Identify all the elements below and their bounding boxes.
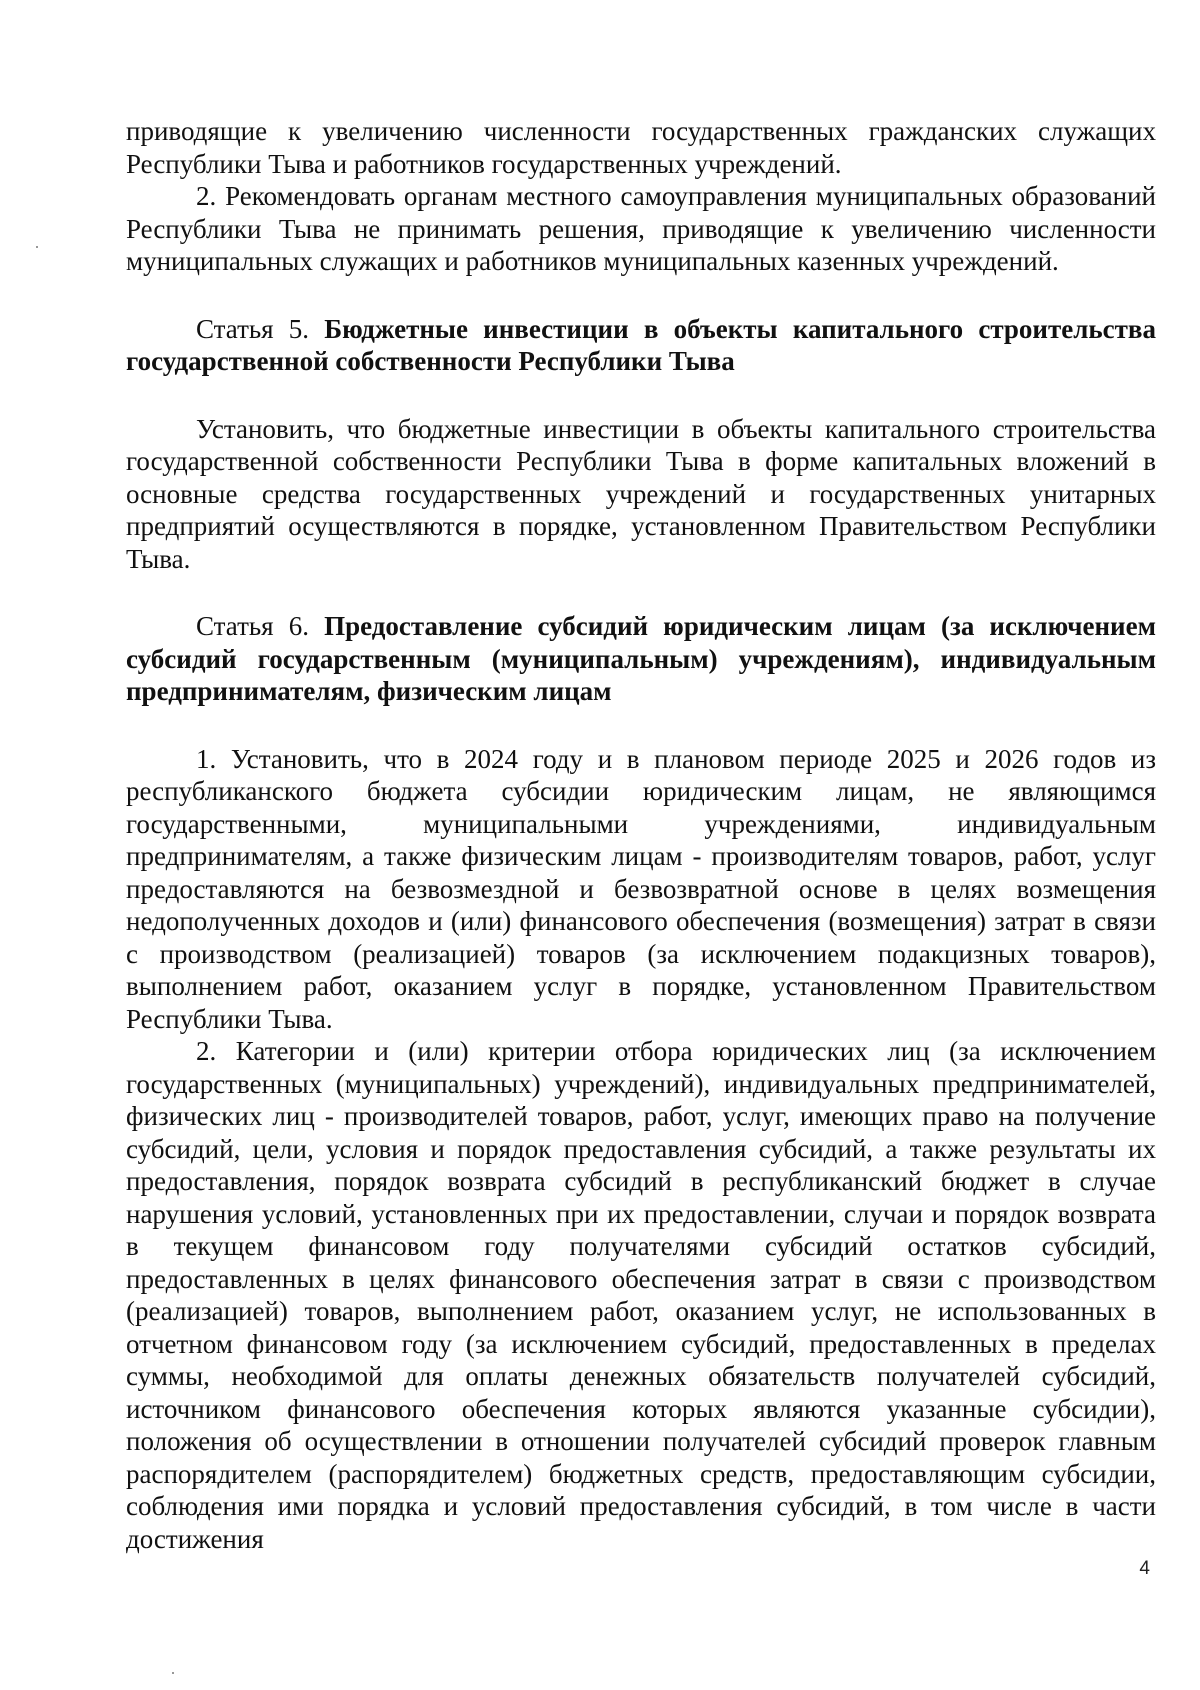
article-5-heading	[126, 313, 1156, 378]
article-6-title: Предоставление субсидий юридическим лицам (за исключением субсидий государственным (муниципальным) учреждениям), индивидуальным предпринимателям, физическим лицам	[126, 611, 1156, 706]
article-6-heading	[126, 610, 1156, 708]
article-6-item-2: 2. Категории и (или) критерии отбора юридических лиц (за исключением государственных (муниципальных) учреждений), индивидуальных предпринимателей, физических лиц - производителей товаров, работ, услуг, имеющих право на получение субсидий, цели, условия и порядок предоставления субсидий, а также результаты их предоставления, порядок возврата субсидий в республиканский бюджет в случае нарушения условий, установленных при их предоставлении, случаи и порядок возврата в текущем финансовом году получателями субсидий остатков субсидий, предоставленных в целях финансового обеспечения затрат в связи с производством (реализацией) товаров, выполнением работ, оказанием услуг, не использованных в отчетном финансовом году (за исключением субсидий, предоставленных в пределах суммы, необходимой для оплаты денежных обязательств получателей субсидий, источником финансового обеспечения которых являются указанные субсидии), положения об осуществлении в отношении получателей субсидий проверок главным распорядителем (распорядителем) бюджетных средств, предоставляющим субсидии, соблюдения ими порядка и условий предоставления субсидий, в том числе в части достижения	[126, 1036, 1156, 1554]
document-body	[126, 115, 1156, 1555]
article-6-item-1: 1. Установить, что в 2024 году и в плановом периоде 2025 и 2026 годов из республиканского бюджета субсидии юридическим лицам, не являющимся государственными, муниципальными учреждениями, индивидуальным предпринимателям, а также физическим лицам - производителям товаров, работ, услуг предоставляются на безвозмездной и безвозвратной основе в целях возмещения недополученных доходов и (или) финансового обеспечения (возмещения) затрат в связи с производством (реализацией) товаров (за исключением подакцизных товаров), выполнением работ, оказанием услуг в порядке, установленном Правительством Республики Тыва.	[126, 743, 1156, 1034]
paragraph-item-2: 2. Рекомендовать органам местного самоуправления муниципальных образований Республики Тыва не принимать решения, приводящие к увеличению численности муниципальных служащих и работников муниципальных казенных учреждений.	[126, 181, 1156, 276]
article-6-prefix: Статья 6.	[196, 611, 309, 641]
scan-speck	[172, 1672, 174, 1674]
scan-speck	[36, 246, 38, 248]
article-5-body: Установить, что бюджетные инвестиции в объекты капитального строительства государственной собственности Республики Тыва в форме капитальных вложений в основные средства государственных учреждений и государственных унитарных предприятий осуществляются в порядке, установленном Правительством Республики Тыва.	[126, 413, 1156, 574]
paragraph-continuation: приводящие к увеличению численности государственных гражданских служащих Республики Тыва и работников государственных учреждений.	[126, 116, 1156, 179]
article-5-title: Бюджетные инвестиции в объекты капитального строительства государственной собственности Республики Тыва	[126, 313, 1156, 376]
article-5-prefix: Статья 5.	[196, 313, 310, 344]
page-number: 4	[1139, 1558, 1150, 1579]
